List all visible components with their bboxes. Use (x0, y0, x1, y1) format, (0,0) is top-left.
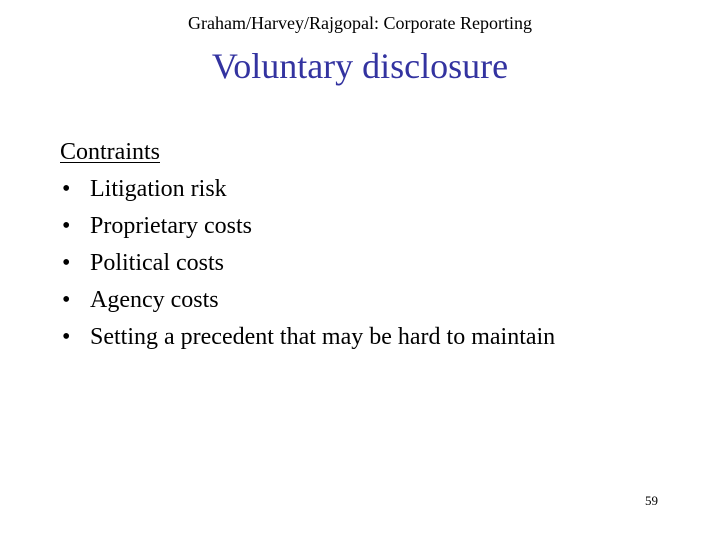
list-item-text: Litigation risk (90, 176, 227, 202)
slide-header: Graham/Harvey/Rajgopal: Corporate Reporting (188, 13, 532, 33)
list-item (60, 208, 700, 245)
list-item-text: Political costs (90, 250, 224, 276)
bullet-icon: • (62, 324, 71, 350)
list-item-text: Proprietary costs (90, 213, 252, 239)
list-item (60, 245, 700, 282)
section-heading: Contraints (60, 139, 160, 165)
slide-content (60, 134, 700, 356)
list-item-text: Agency costs (90, 287, 219, 313)
bullet-icon: • (62, 287, 71, 313)
list-item (60, 171, 700, 208)
bullet-icon: • (62, 250, 71, 276)
list-item-text: Setting a precedent that may be hard to maintain (90, 324, 556, 350)
page-number: 59 (645, 493, 658, 508)
list-item (60, 282, 700, 319)
slide-title: Voluntary disclosure (211, 46, 509, 86)
bullet-icon: • (62, 213, 71, 239)
bullet-list (60, 171, 700, 356)
bullet-icon: • (62, 176, 71, 202)
list-item (60, 319, 700, 356)
